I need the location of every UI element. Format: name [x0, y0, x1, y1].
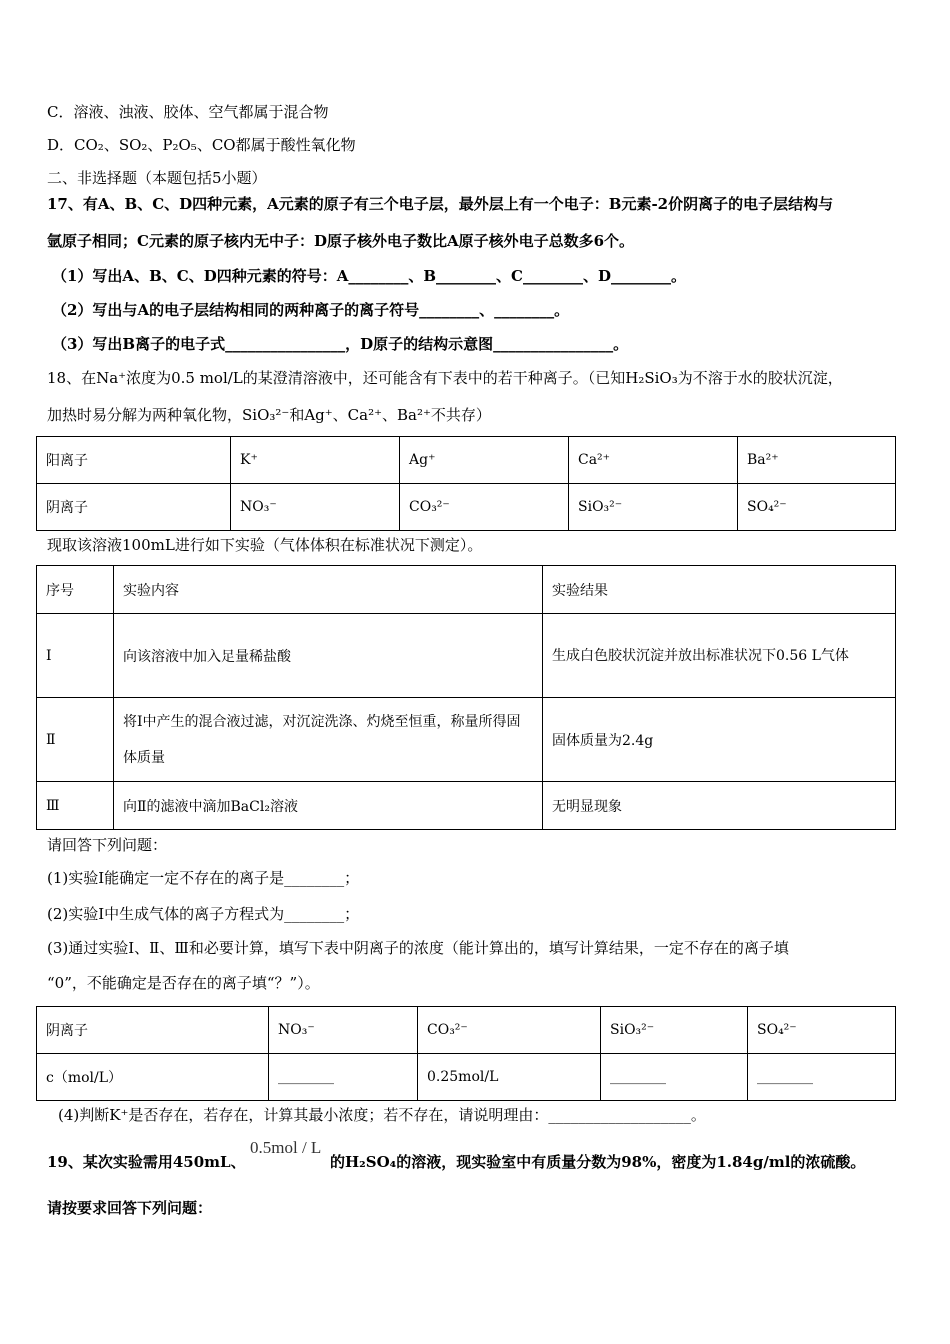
table-cell: 生成白色胶状沉淀并放出标准状况下0.56 L气体 [543, 614, 896, 698]
concentration-fraction: 0.5mol / L [250, 1138, 322, 1157]
q18-stem-1: 18、在Na⁺浓度为0.5 mol/L的某澄清溶液中，还可能含有下表中的若干种离子。（已知H₂SiO₃为不溶于水的胶状沉淀， [47, 369, 843, 387]
table-cell: CO₃²⁻ [418, 1007, 601, 1054]
table-cell: ________ [269, 1054, 418, 1101]
option-d: D．CO₂、SO₂、P₂O₅、CO都属于酸性氧化物 [47, 136, 356, 154]
table-cell: SiO₃²⁻ [569, 484, 738, 531]
table-cell: 向该溶液中加入足量稀盐酸 [114, 614, 543, 698]
ion-table [36, 436, 896, 531]
table-row [37, 566, 896, 614]
table-header: 序号 [37, 566, 114, 614]
experiment-table [36, 565, 896, 830]
table-cell: Ag⁺ [400, 437, 569, 484]
table-row [37, 1054, 896, 1101]
table-row [37, 698, 896, 782]
table-row [37, 614, 896, 698]
q18-stem-3: 现取该溶液100mL进行如下实验（气体体积在标准状况下测定）。 [47, 536, 483, 554]
table-cell: Ba²⁺ [738, 437, 896, 484]
q18-stem-2: 加热时易分解为两种氧化物，SiO₃²⁻和Ag⁺、Ca²⁺、Ba²⁺不共存） [47, 406, 491, 424]
table-row [37, 1007, 896, 1054]
q17-stem-1: 17、有A、B、C、D四种元素，A元素的原子有三个电子层，最外层上有一个电子：B元素-2价阴离子的电子层结构与 [47, 195, 834, 213]
table-row [37, 782, 896, 830]
option-c: C．溶液、浊液、胶体、空气都属于混合物 [47, 103, 329, 121]
q18-part-4: (4)判断K⁺是否存在，若存在，计算其最小浓度；若不存在，请说明理由：___________________。 [58, 1106, 706, 1124]
table-cell: SiO₃²⁻ [601, 1007, 748, 1054]
table-cell: Ca²⁺ [569, 437, 738, 484]
table-cell: ________ [601, 1054, 748, 1101]
q17-part-1: （1）写出A、B、C、D四种元素的符号：A________、B________、C________、D________。 [52, 267, 686, 285]
table-cell: 阳离子 [37, 437, 231, 484]
table-cell: 向Ⅱ的滤液中滴加BaCl₂溶液 [114, 782, 543, 830]
table-cell: Ⅱ [37, 698, 114, 782]
q17-stem-2: 氩原子相同；C元素的原子核内无中子：D原子核外电子数比A原子核外电子总数多6个。 [47, 232, 635, 250]
q17-part-2: （2）写出与A的电子层结构相同的两种离子的离子符号________、________。 [52, 301, 570, 319]
table-cell: CO₃²⁻ [400, 484, 569, 531]
table-cell: 0.25mol/L [418, 1054, 601, 1101]
q18-part-1: (1)实验Ⅰ能确定一定不存在的离子是________； [47, 869, 360, 887]
table-cell: 阴离子 [37, 1007, 269, 1054]
q17-part-3: （3）写出B离子的电子式________________，D原子的结构示意图________________。 [52, 335, 629, 353]
section-heading: 二、非选择题（本题包括5小题） [47, 169, 267, 187]
table-header: 实验内容 [114, 566, 543, 614]
table-header: 实验结果 [543, 566, 896, 614]
q18-part-3-line2: “0”，不能确定是否存在的离子填“？”）。 [47, 974, 320, 992]
table-cell: SO₄²⁻ [748, 1007, 896, 1054]
table-cell: 固体质量为2.4g [543, 698, 896, 782]
q18-part-3-line1: (3)通过实验Ⅰ、Ⅱ、Ⅲ和必要计算，填写下表中阴离子的浓度（能计算出的，填写计算结果，一定不存在的离子填 [47, 939, 789, 957]
table-cell: Ⅲ [37, 782, 114, 830]
table-cell: K⁺ [231, 437, 400, 484]
q18-prompt: 请回答下列问题： [47, 836, 168, 854]
concentration-table [36, 1006, 896, 1101]
table-row [37, 437, 896, 484]
table-cell: c（mol/L） [37, 1054, 269, 1101]
table-row [37, 484, 896, 531]
q19-stem-end: 的H₂SO₄的溶液，现实验室中有质量分数为98%，密度为1.84g/ml的浓硫酸。 [330, 1153, 866, 1171]
table-cell: ________ [748, 1054, 896, 1101]
q18-part-2: (2)实验Ⅰ中生成气体的离子方程式为________； [47, 905, 360, 923]
table-cell: SO₄²⁻ [738, 484, 896, 531]
table-cell: 无明显现象 [543, 782, 896, 830]
table-cell: NO₃⁻ [231, 484, 400, 531]
table-cell: Ⅰ [37, 614, 114, 698]
table-cell: 将Ⅰ中产生的混合液过滤，对沉淀洗涤、灼烧至恒重，称量所得固体质量 [114, 698, 543, 782]
table-cell: 阴离子 [37, 484, 231, 531]
q19-prompt: 请按要求回答下列问题： [47, 1199, 213, 1217]
table-cell: NO₃⁻ [269, 1007, 418, 1054]
q19-stem-start: 19、某次实验需用450mL、 [47, 1153, 246, 1171]
